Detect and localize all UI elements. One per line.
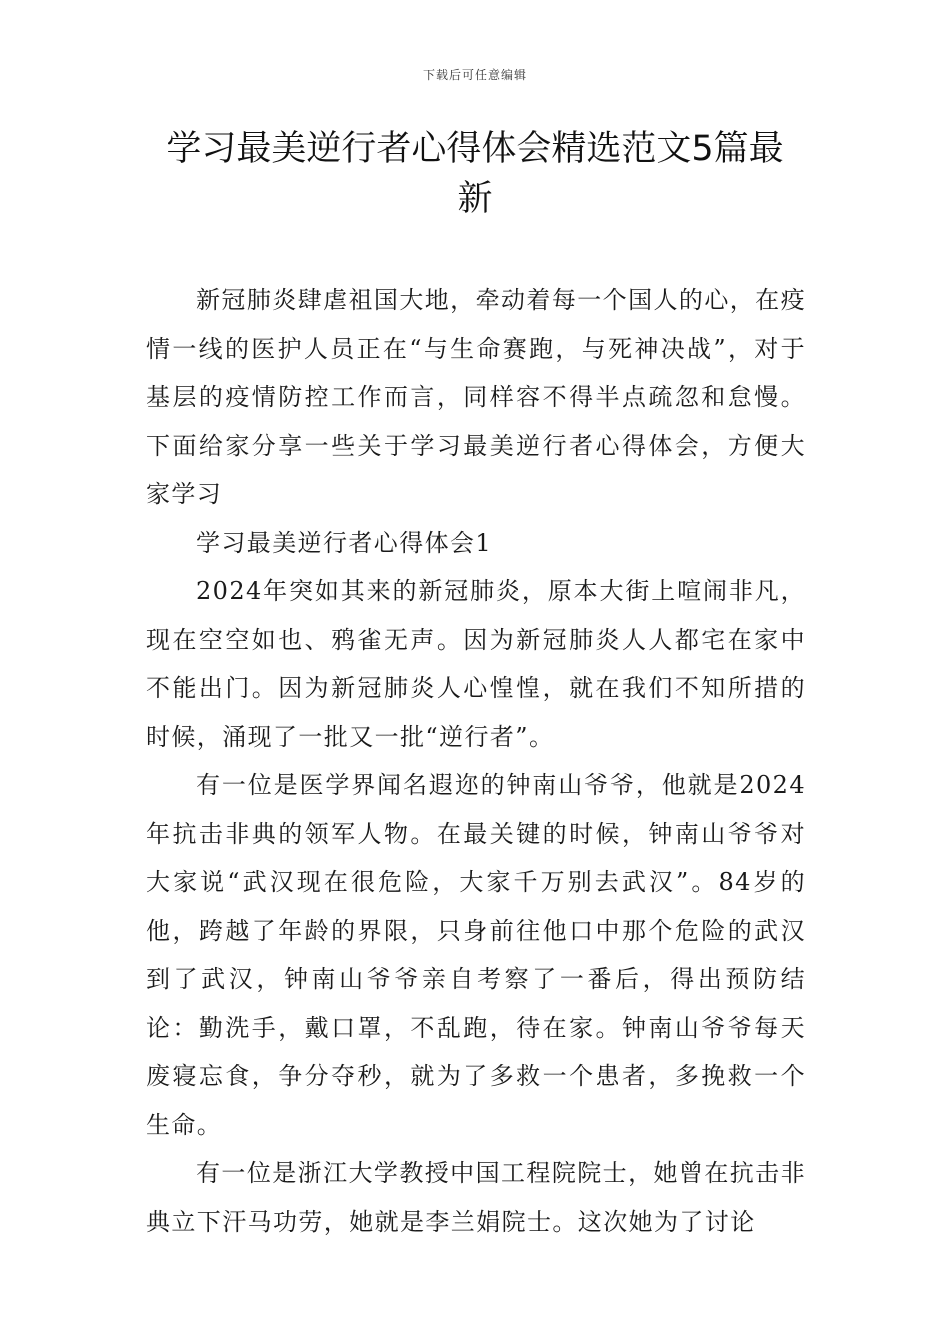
paragraph-intro: 新冠肺炎肆虐祖国大地，牵动着每一个国人的心，在疫情一线的医护人员正在“与生命赛跑，与死神决战”，对于基层的疫情防控工作而言，同样容不得半点疏忽和怠慢。下面给家分享一些关于学习最美逆行者心得体会，方便大家学习: [146, 286, 806, 508]
section-heading: 学习最美逆行者心得体会1: [196, 528, 493, 557]
paragraph: 有一位是医学界闻名遐迩的钟南山爷爷，他就是2024年抗击非典的领军人物。在最关键的时候，钟南山爷爷对大家说“武汉现在很危险，大家千万别去武汉”。84岁的他，跨越了年龄的界限，只身前往他口中那个危险的武汉到了武汉，钟南山爷爷亲自考察了一番后，得出预防结论：勤洗手，戴口罩，不乱跑，待在家。钟南山爷爷每天废寝忘食，争分夺秒，就为了多救一个患者，多挽救一个生命。: [146, 771, 806, 1139]
document-body: [146, 276, 806, 1246]
document-title: 学习最美逆行者心得体会精选范文5篇最新: [166, 129, 784, 219]
paragraph: 有一位是浙江大学教授中国工程院院士，她曾在抗击非典立下汗马功劳，她就是李兰娟院士。这次她为了讨论: [146, 1159, 806, 1236]
header-note: 下载后可任意编辑: [422, 68, 527, 82]
paragraph: 2024年突如其来的新冠肺炎，原本大街上喧闹非凡，现在空空如也、鸦雀无声。因为新冠肺炎人人都宅在家中不能出门。因为新冠肺炎人心惶惶，就在我们不知所措的时候，涌现了一批又一批“逆行者”。: [146, 577, 806, 751]
